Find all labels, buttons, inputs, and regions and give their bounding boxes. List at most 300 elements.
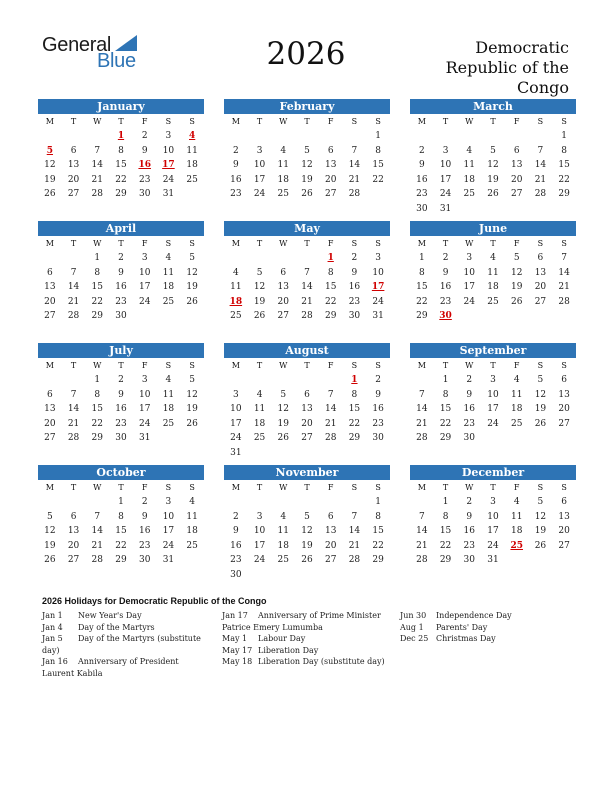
weekday-label: M [45, 239, 54, 248]
weekday-label: W [93, 361, 102, 370]
day: 11 [277, 160, 289, 170]
day-grid [38, 373, 204, 446]
weekday-label: F [513, 117, 520, 126]
weekday-header-row [38, 359, 204, 373]
day: 5 [304, 145, 310, 156]
day: 20 [558, 404, 570, 414]
day: 17 [138, 404, 151, 414]
day-grid [410, 251, 576, 324]
day: 2 [232, 511, 239, 522]
month-september [410, 343, 576, 446]
weekday-header-row [224, 115, 390, 129]
day: 18 [463, 174, 475, 185]
weekday-label: T [442, 117, 449, 126]
empty-day [319, 129, 343, 144]
day: 18 [277, 540, 289, 551]
calendar-year: 2026 [266, 36, 346, 72]
day: 19 [301, 174, 313, 185]
empty-day [224, 251, 248, 266]
weekday-label: S [375, 117, 381, 126]
day: 7 [94, 511, 101, 522]
weekday-label: W [465, 239, 474, 248]
day: 24 [138, 296, 151, 307]
day: 29 [439, 555, 452, 565]
day: 21 [416, 418, 428, 429]
day: 13 [558, 511, 570, 522]
day: 17 [487, 526, 499, 536]
day: 7 [418, 389, 425, 400]
day: 28 [91, 189, 103, 199]
day: 27 [558, 540, 570, 551]
day: 25 [186, 540, 198, 551]
day: 3 [442, 145, 449, 156]
day: 24 [162, 174, 175, 185]
day: 20 [510, 174, 523, 185]
day: 26 [277, 433, 289, 443]
day-grid [224, 495, 390, 582]
day: 9 [442, 267, 449, 278]
weekday-label: S [561, 117, 567, 126]
day: 13 [324, 160, 337, 170]
empty-day [410, 495, 434, 510]
day: 30 [463, 555, 475, 565]
empty-day [38, 251, 62, 266]
day: 17 [253, 174, 266, 185]
day: 31 [439, 203, 452, 214]
day: 22 [439, 540, 452, 551]
empty-day [529, 129, 553, 144]
day: 19 [44, 540, 56, 551]
day: 13 [534, 267, 547, 278]
day: 22 [439, 418, 452, 429]
day: 1 [442, 375, 449, 385]
day: 11 [510, 389, 523, 400]
day: 8 [327, 267, 334, 278]
day: 28 [301, 311, 313, 321]
day: 24 [230, 433, 242, 443]
day: 4 [232, 267, 239, 278]
day: 28 [91, 555, 103, 565]
weekday-label: T [70, 239, 77, 248]
day: 8 [375, 145, 381, 156]
day: 6 [46, 389, 53, 400]
day: 3 [256, 511, 263, 522]
holiday-name: Liberation Day (substitute day) [258, 657, 385, 667]
weekday-header-row [38, 237, 204, 251]
month-may [224, 221, 390, 324]
day: 13 [301, 404, 313, 414]
day: 15 [115, 526, 127, 536]
weekday-label: W [279, 483, 288, 492]
holiday-date: May 17 [222, 645, 253, 655]
day: 13 [67, 526, 80, 536]
day: 21 [324, 418, 337, 429]
day: 11 [253, 404, 266, 414]
day: 23 [115, 418, 127, 429]
day: 26 [186, 418, 198, 429]
day: 14 [67, 282, 80, 292]
weekday-label: W [465, 117, 474, 126]
day: 10 [487, 389, 499, 400]
day: 23 [439, 296, 452, 307]
day: 26 [534, 418, 547, 429]
holiday-name: Day of the Martyrs (substitute day) [42, 634, 201, 655]
day: 4 [513, 375, 520, 385]
empty-day [343, 129, 367, 144]
holiday-day: 30 [439, 311, 452, 321]
month-header: June [410, 221, 576, 236]
day-grid [38, 129, 204, 202]
empty-day [38, 495, 62, 510]
day: 15 [91, 282, 103, 292]
holiday-column [400, 610, 570, 645]
day: 5 [537, 375, 544, 385]
day: 27 [324, 555, 337, 565]
day: 11 [162, 267, 175, 278]
weekday-label: S [351, 239, 358, 248]
day: 1 [118, 497, 124, 507]
weekday-label: T [490, 361, 496, 370]
day: 9 [118, 267, 124, 278]
weekday-label: M [417, 117, 426, 126]
day: 18 [186, 160, 198, 170]
day: 25 [253, 433, 266, 443]
weekday-label: T [256, 483, 263, 492]
day: 17 [463, 282, 475, 292]
weekday-header-row [38, 115, 204, 129]
weekday-label: S [165, 483, 172, 492]
holiday-item [222, 633, 390, 645]
day: 4 [280, 511, 287, 522]
empty-day [248, 129, 272, 144]
day: 25 [186, 174, 198, 185]
weekday-label: S [537, 483, 544, 492]
empty-day [62, 251, 86, 266]
weekday-label: T [304, 239, 310, 248]
day: 21 [348, 540, 361, 551]
weekday-header-row [410, 359, 576, 373]
month-april [38, 221, 204, 324]
empty-day [248, 495, 272, 510]
empty-day [410, 129, 434, 144]
day: 22 [372, 174, 384, 185]
day: 7 [351, 145, 358, 156]
holiday-day: 17 [162, 160, 175, 170]
day: 31 [487, 555, 499, 565]
day: 30 [138, 189, 151, 199]
holiday-date: Jan 17 [222, 611, 248, 620]
day: 21 [67, 296, 80, 307]
day: 12 [277, 404, 289, 414]
day: 11 [186, 145, 198, 156]
empty-day [38, 373, 62, 388]
weekday-label: M [45, 483, 54, 492]
weekday-label: F [327, 483, 334, 492]
weekday-label: W [279, 117, 288, 126]
day: 9 [466, 511, 473, 522]
day: 17 [439, 174, 452, 185]
day: 13 [44, 404, 56, 414]
day: 5 [189, 253, 195, 263]
empty-day [505, 129, 529, 144]
day: 5 [513, 253, 520, 263]
day: 28 [558, 296, 570, 307]
holiday-name: Anniversary of Prime Minister Patrice Emery Lumumba [222, 611, 381, 632]
day: 27 [301, 433, 313, 443]
day: 12 [534, 511, 547, 522]
day: 30 [372, 433, 384, 443]
holiday-date: Jun 30 [400, 611, 427, 620]
weekday-label: T [70, 361, 77, 370]
holiday-name: New Year's Day [78, 611, 142, 620]
day: 15 [558, 160, 570, 170]
day: 16 [230, 540, 242, 551]
day: 26 [44, 189, 56, 199]
day-grid [38, 251, 204, 324]
day: 12 [301, 160, 313, 170]
day: 7 [351, 511, 358, 522]
empty-day [319, 373, 343, 388]
day: 6 [46, 267, 53, 278]
month-february [224, 99, 390, 202]
day: 15 [439, 404, 452, 414]
holiday-day: 5 [46, 145, 53, 156]
day: 12 [301, 526, 313, 536]
holiday-day: 1 [351, 375, 358, 385]
holidays-title: 2026 Holidays for Democratic Republic of the Congo [42, 596, 267, 606]
empty-day [319, 495, 343, 510]
holiday-date: Aug 1 [400, 622, 424, 632]
day: 8 [118, 511, 124, 522]
weekday-label: W [465, 361, 474, 370]
day: 22 [324, 296, 337, 307]
day: 5 [189, 375, 195, 385]
logo [42, 34, 152, 74]
day: 9 [232, 526, 239, 536]
day: 4 [256, 389, 263, 400]
day: 29 [91, 433, 103, 443]
holiday-item [222, 610, 390, 633]
day: 15 [348, 404, 361, 414]
weekday-label: T [256, 361, 263, 370]
weekday-label: T [304, 117, 310, 126]
weekday-label: T [490, 239, 496, 248]
day: 19 [510, 282, 523, 292]
day: 24 [487, 418, 499, 429]
day: 26 [44, 555, 56, 565]
month-july [38, 343, 204, 446]
day: 25 [162, 418, 175, 429]
day: 8 [118, 145, 124, 156]
day: 23 [348, 296, 361, 307]
day: 6 [327, 145, 334, 156]
weekday-label: F [513, 483, 520, 492]
weekday-label: W [93, 483, 102, 492]
day: 22 [91, 296, 103, 307]
month-january [38, 99, 204, 202]
weekday-label: F [141, 483, 148, 492]
empty-day [62, 373, 86, 388]
weekday-label: F [141, 117, 148, 126]
day: 10 [253, 526, 266, 536]
holiday-day: 17 [371, 282, 385, 292]
day: 7 [327, 389, 334, 400]
weekday-header-row [224, 237, 390, 251]
day: 31 [372, 311, 384, 321]
day-grid [38, 495, 204, 568]
day: 3 [141, 253, 148, 263]
month-header: January [38, 99, 204, 114]
day: 30 [115, 311, 127, 321]
holiday-date: Jan 16 [42, 657, 68, 667]
day: 26 [253, 311, 266, 321]
day: 12 [44, 526, 56, 536]
day: 9 [466, 389, 473, 400]
weekday-header-row [410, 481, 576, 495]
day: 7 [418, 511, 425, 522]
day-grid [224, 129, 390, 202]
empty-day [271, 373, 295, 388]
day: 19 [253, 296, 266, 307]
weekday-label: T [118, 361, 124, 370]
day: 3 [490, 497, 496, 507]
weekday-label: S [537, 117, 544, 126]
day: 28 [416, 433, 428, 443]
logo-word-blue: Blue [97, 50, 136, 72]
empty-day [224, 373, 248, 388]
month-header: April [38, 221, 204, 236]
day: 19 [44, 174, 56, 185]
country-name: Democratic Republic of the Congo [445, 38, 569, 97]
holiday-day: 25 [510, 540, 523, 551]
day: 18 [510, 526, 523, 536]
month-header: October [38, 465, 204, 480]
day: 28 [416, 555, 428, 565]
day: 19 [487, 174, 499, 185]
day: 4 [165, 253, 172, 263]
holiday-date: May 18 [222, 657, 253, 667]
holiday-item [42, 622, 212, 634]
day: 5 [256, 267, 263, 278]
day: 16 [372, 404, 384, 414]
day: 10 [230, 404, 242, 414]
day: 6 [561, 497, 567, 507]
month-header: March [410, 99, 576, 114]
day: 24 [253, 189, 266, 199]
day: 4 [513, 497, 520, 507]
holiday-name: Day of the Martyrs [78, 622, 155, 632]
weekday-label: S [189, 239, 195, 248]
day: 4 [280, 145, 287, 156]
weekday-label: T [70, 117, 77, 126]
day: 4 [490, 253, 496, 263]
day: 26 [534, 540, 547, 551]
day: 11 [277, 526, 289, 536]
weekday-label: S [537, 239, 544, 248]
day: 6 [304, 389, 310, 400]
weekday-label: T [118, 483, 124, 492]
day: 28 [67, 311, 80, 321]
day: 7 [94, 145, 101, 156]
holiday-item [42, 656, 212, 679]
weekday-label: S [351, 117, 358, 126]
day: 20 [301, 418, 313, 429]
day: 30 [416, 203, 428, 214]
day: 8 [442, 389, 449, 400]
day-grid [410, 129, 576, 216]
day: 14 [534, 160, 547, 170]
day: 29 [115, 555, 127, 565]
holiday-item [400, 610, 570, 622]
day: 17 [138, 282, 151, 292]
weekday-label: F [327, 117, 334, 126]
day: 9 [418, 160, 425, 170]
day: 18 [162, 282, 175, 292]
month-header: November [224, 465, 390, 480]
day: 5 [46, 511, 53, 522]
day: 31 [230, 447, 242, 458]
day: 27 [67, 555, 80, 565]
empty-day [248, 251, 272, 266]
month-october [38, 465, 204, 568]
empty-day [85, 129, 109, 144]
day: 9 [141, 145, 148, 156]
day: 7 [70, 267, 77, 278]
day-grid [224, 373, 390, 460]
day: 12 [186, 389, 198, 400]
day: 20 [324, 174, 337, 185]
day: 29 [372, 555, 384, 565]
weekday-label: F [327, 361, 334, 370]
day: 2 [466, 497, 473, 507]
empty-day [343, 495, 367, 510]
weekday-label: S [561, 361, 567, 370]
day: 8 [94, 267, 101, 278]
day: 1 [375, 131, 381, 141]
month-header: September [410, 343, 576, 358]
month-header: February [224, 99, 390, 114]
weekday-label: T [118, 239, 124, 248]
day: 3 [165, 131, 172, 141]
weekday-label: S [165, 117, 172, 126]
day: 27 [324, 189, 337, 199]
day: 14 [91, 160, 103, 170]
day: 21 [67, 418, 80, 429]
weekday-label: S [351, 361, 358, 370]
weekday-label: F [327, 239, 334, 248]
day: 10 [138, 267, 151, 278]
holiday-item [400, 622, 570, 634]
weekday-label: T [490, 483, 496, 492]
day: 2 [232, 145, 239, 156]
day: 15 [324, 282, 337, 292]
day: 13 [324, 526, 337, 536]
day: 19 [186, 282, 198, 292]
empty-day [434, 129, 458, 144]
day: 23 [372, 418, 384, 429]
holiday-name: Independence Day [436, 611, 512, 620]
day: 26 [487, 189, 499, 199]
day: 2 [466, 375, 473, 385]
day: 3 [466, 253, 473, 263]
empty-day [295, 251, 319, 266]
holiday-item [42, 633, 212, 656]
month-december [410, 465, 576, 568]
day: 2 [442, 253, 449, 263]
day: 3 [490, 375, 496, 385]
day: 16 [115, 404, 127, 414]
day: 18 [253, 418, 266, 429]
